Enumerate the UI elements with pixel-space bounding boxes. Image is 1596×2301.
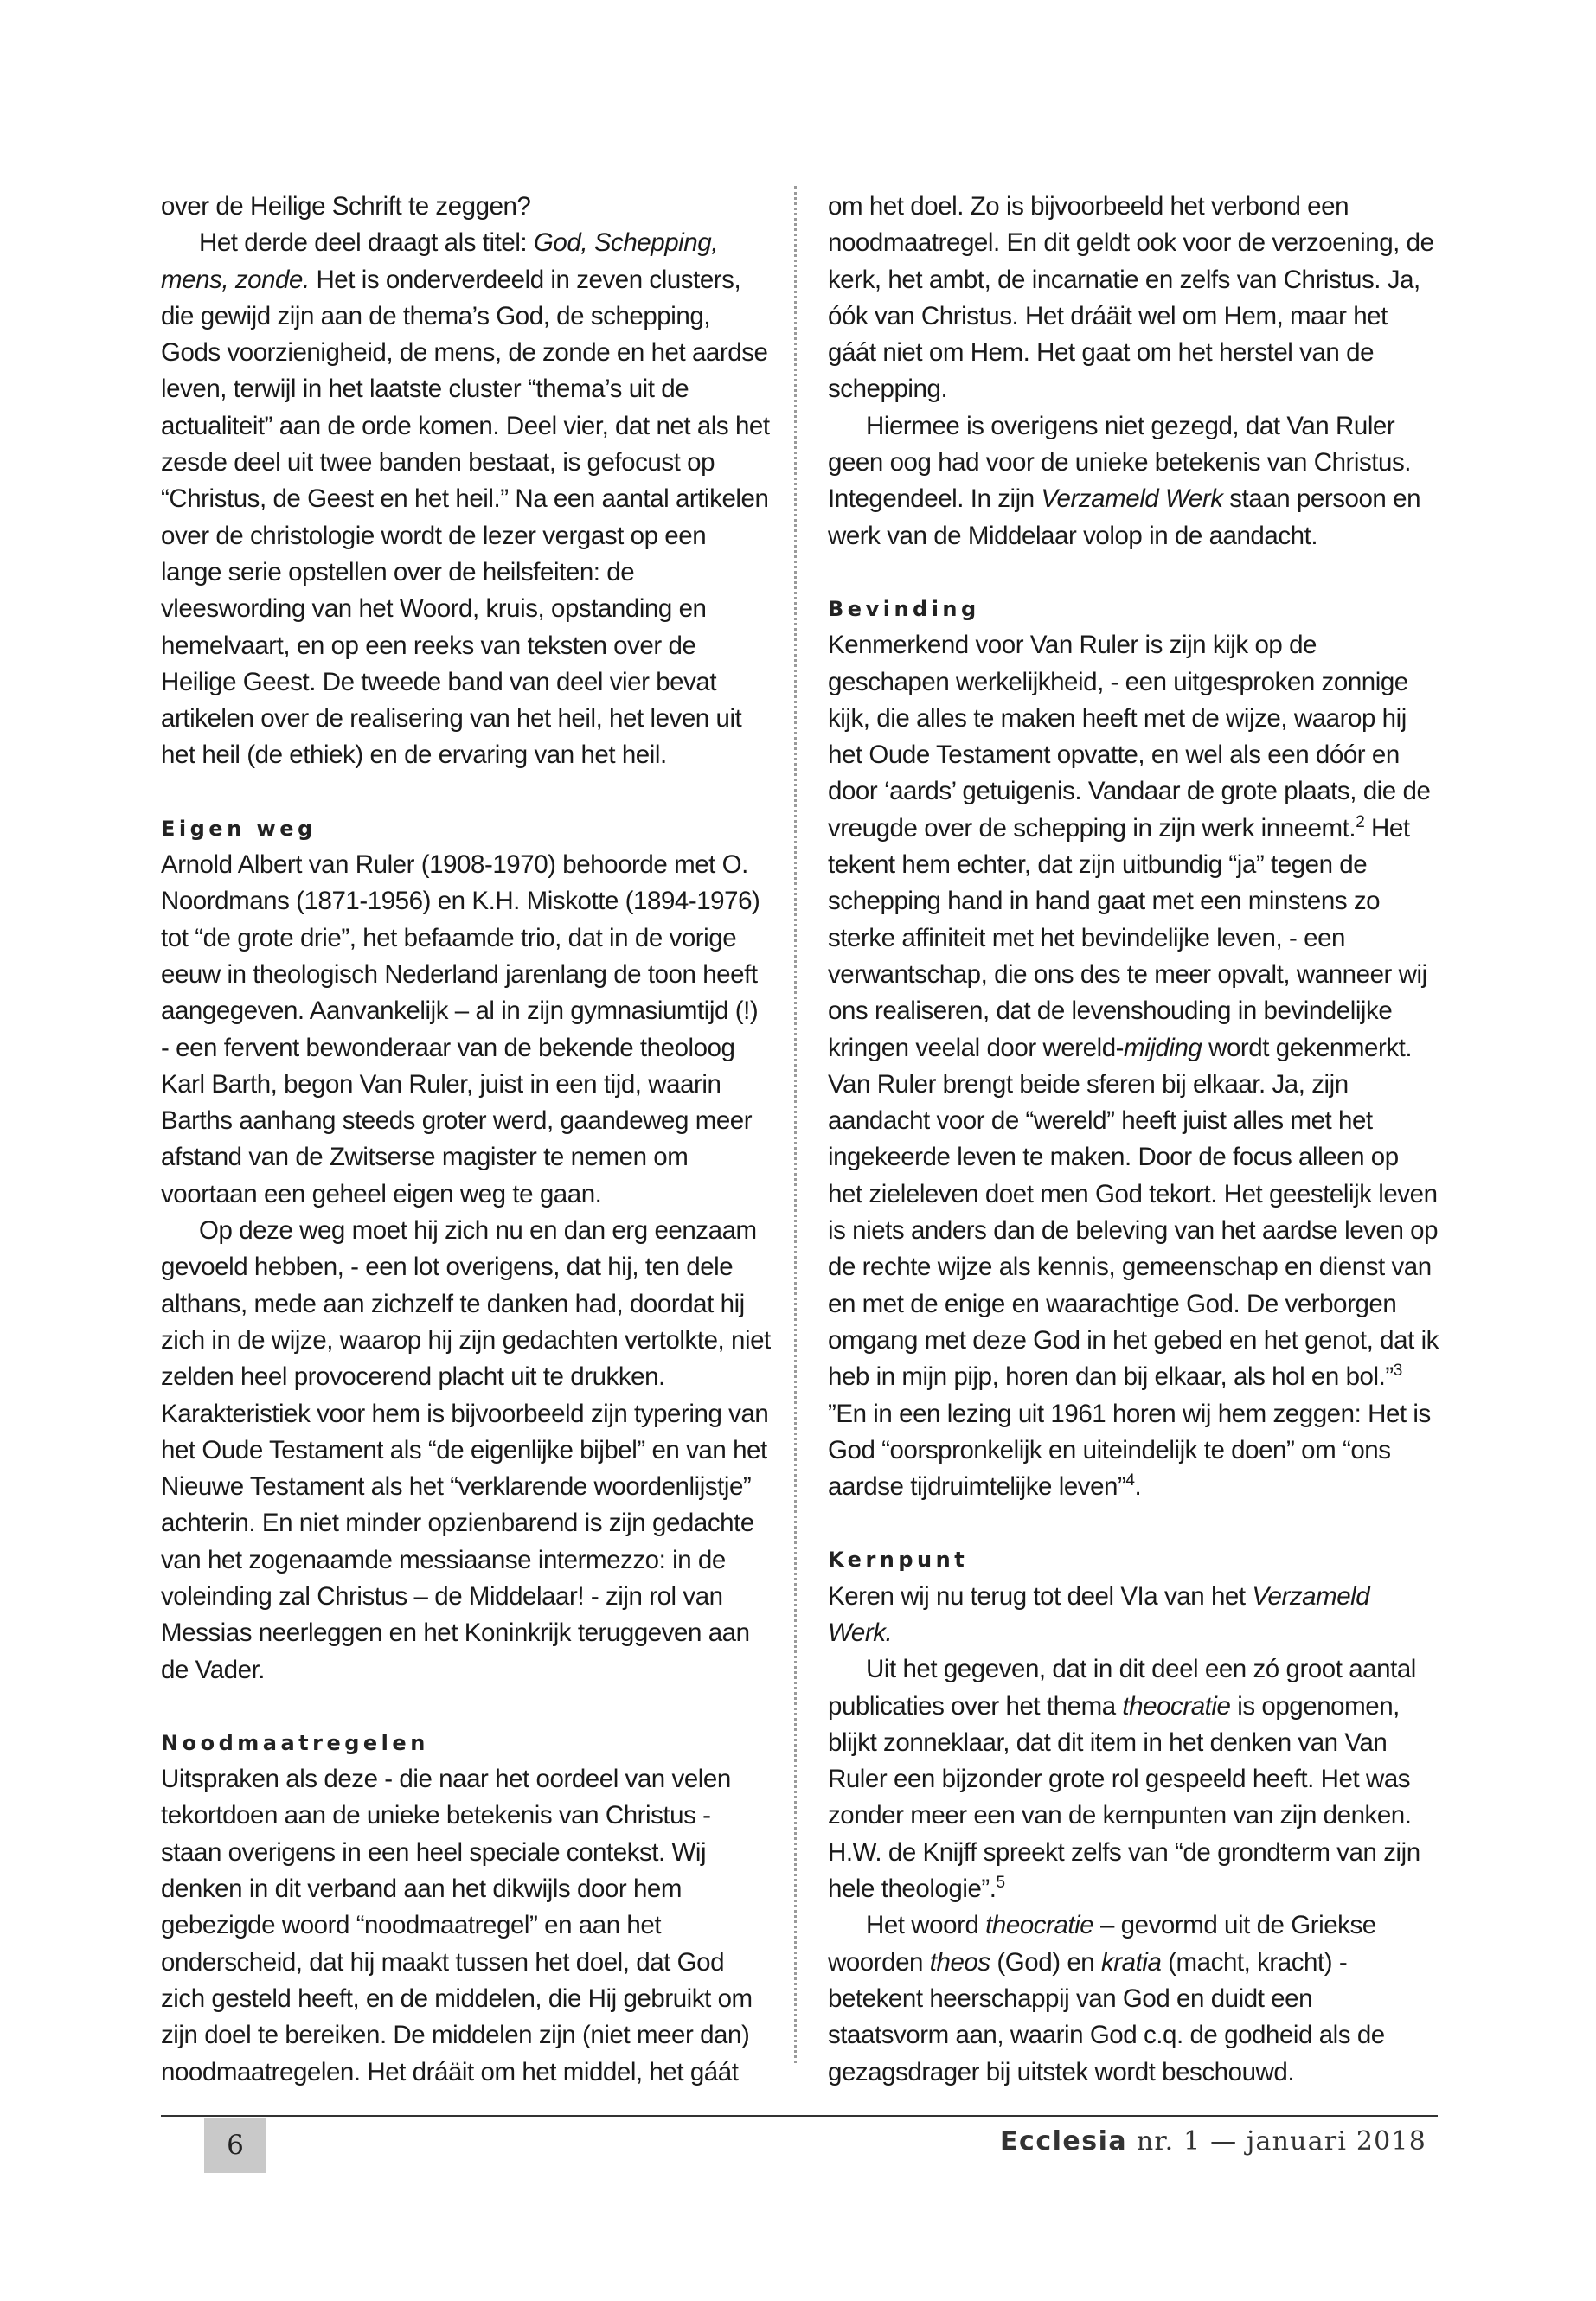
text: ”En in een lezing uit 1961 horen wij hem zeggen: Het is God “oorspronkelijk en uiteindelijk te doen” om “ons aardse tijdruimtelijke leven” xyxy=(828,1399,1431,1502)
text: (macht, kracht) - betekent heerschappij van God en duidt een staatsvorm aan, waarin God c.q. de godheid als de gezagsdrager bij uitstek wordt beschouwd. xyxy=(828,1947,1385,2086)
section-heading-bevinding: Bevinding xyxy=(828,596,980,621)
emphasis: theos xyxy=(929,1947,990,1977)
text: – gevormd uit de Griekse woorden xyxy=(828,1911,1376,1977)
emphasis: theocratie xyxy=(985,1911,1094,1940)
text: Uit het gegeven, dat in dit deel een zó groot aantal publicaties over het thema xyxy=(828,1655,1416,1721)
text: Het derde deel draagt als titel: xyxy=(199,228,534,258)
text: staan persoon en werk van de Middelaar volop in de aandacht. xyxy=(828,484,1421,550)
left-column xyxy=(161,189,772,2091)
text: is opgenomen, blijkt zonneklaar, dat dit item in het denken van Van Ruler een bijzonder grote rol gespeeld heeft. Het was zonder meer een van de kernpunten van zijn denken. H.W. de Knijff spreekt zelfs van “de grondterm van zijn hele theologie”. xyxy=(828,1691,1420,1904)
paragraph xyxy=(161,225,772,773)
paragraph: om het doel. Zo is bijvoorbeeld het verbond een noodmaatregel. En dit geldt ook voor de verzoening, de kerk, het ambt, de incarnatie en zelfs van Christus. Ja, óók van Christus. Het dráäit wel om Hem, maar het gáát niet om Hem. Het gaat om het herstel van de schepping. xyxy=(828,192,1434,404)
issue-info: nr. 1 — januari 2018 xyxy=(1127,2126,1426,2157)
paragraph: Op deze weg moet hij zich nu en dan erg eenzaam gevoeld hebben, - een lot overigens, dat hij, ten dele althans, mede aan zichzelf te danken had, doordat hij zich in de wijze, waarop hij zijn gedachten vertolkte, niet zelden heel provocerend placht uit te drukken. Karakteristiek voor hem is bijvoorbeeld zijn typering van het Oude Testament als “de eigenlijke bijbel” en van het Nieuwe Testament als het “verklarende woordenlijstje” achterin. En niet minder opzienbarend is zijn gedachte van het zogenaamde messiaanse intermezzo: in de voleinding zal Christus – de Middelaar! - zijn rol van Messias neerleggen en het Koninkrijk teruggeven aan de Vader. xyxy=(161,1216,771,1684)
text: Het tekent hem echter, dat zijn uitbundig “ja” tegen de schepping hand in hand gaat met een minstens zo sterke affiniteit met het bevindelijke leven, - een verwantschap, die ons des te meer opvalt, wanneer wij ons realiseren, dat de levenshouding in bevindelijke kringen veelal door wereld- xyxy=(828,813,1427,1062)
book-title: Verzameld Werk xyxy=(1041,484,1223,514)
journal-info xyxy=(1000,2126,1426,2157)
text: Het is onderverdeeld in zeven clusters, die gewijd zijn aan de thema’s God, de schepping, Gods voorzienigheid, de mens, de zonde en het aardse leven, terwijl in het laatste cluster “thema’s uit de actualiteit” aan de orde komen. Deel vier, dat net als het zesde deel uit twee banden bestaat, is gefocust op “Christus, de Geest en het heil.” Na een aantal artikelen over de christologie wordt de lezer vergast op een lange serie opstellen over de heilsfeiten: de vleeswording van het Woord, kruis, opstanding en hemelvaart, en op een reeks van teksten over de Heilige Geest. De tweede band van deel vier bevat artikelen over de realisering van het heil, het leven uit het heil (de ethiek) en de ervaring van het heil. xyxy=(161,265,770,770)
text: Hiermee is overigens niet gezegd, dat Van Ruler geen oog had voor de unieke betekenis van Christus. Integendeel. In zijn xyxy=(828,411,1412,514)
paragraph xyxy=(828,408,1439,554)
paragraph: over de Heilige Schrift te zeggen? xyxy=(161,192,531,221)
paragraph xyxy=(828,1651,1439,1907)
paragraph xyxy=(828,627,1439,1505)
section-heading-noodmaatregelen: Noodmaatregelen xyxy=(161,1730,429,1755)
right-column xyxy=(828,189,1439,2091)
text: Het woord xyxy=(866,1911,986,1940)
footnote-ref: 4 xyxy=(1125,1471,1135,1490)
text: wordt gekenmerkt. Van Ruler brengt beide sferen bij elkaar. Ja, zijn aandacht voor de “wereld” heeft juist alles met het ingekeerde leven te maken. Door de focus alleen op het zieleleven doet men God tekort. Het geestelijk leven is niets anders dan de beleving van het aardse leven op de rechte wijze als kennis, gemeenschap en dienst van en met de enige en waarachtige God. De verborgen omgang met deze God in het gebed en het genot, dat ik heb in mijn pijp, horen dan bij elkaar, als hol en bol.” xyxy=(828,1033,1439,1392)
text: Keren wij nu terug tot deel VIa van het xyxy=(828,1581,1253,1611)
emphasis: theocratie xyxy=(1122,1691,1231,1721)
journal-name: Ecclesia xyxy=(1000,2126,1128,2157)
footnote-ref: 3 xyxy=(1393,1362,1402,1381)
text: (God) en xyxy=(990,1947,1101,1977)
footnote-ref: 5 xyxy=(996,1874,1005,1893)
paragraph xyxy=(828,1907,1439,2090)
footnote-ref: 2 xyxy=(1356,812,1365,831)
paragraph: Uitspraken als deze - die naar het oordeel van velen tekortdoen aan de unieke betekenis van Christus - staan overigens in een heel speciale contekst. Wij denken in dit verband aan het dikwijls door hem gebezigde woord “noodmaatregel” en aan het onderscheid, dat hij maakt tussen het doel, dat God zich gesteld heeft, en de middelen, die Hij gebruikt om zijn doel te bereiken. De middelen zijn (niet meer dan) noodmaatregelen. Het dráäit om het middel, het gáát xyxy=(161,1765,753,2086)
book-title: Verzameld Werk. xyxy=(828,1581,1370,1647)
section-heading-kernpunt: Kernpunt xyxy=(828,1548,969,1573)
book-title: God, Schepping, mens, zonde. xyxy=(161,228,718,294)
column-divider xyxy=(794,186,797,2063)
text: . xyxy=(1134,1472,1142,1502)
emphasis: kratia xyxy=(1101,1947,1162,1977)
paragraph: Arnold Albert van Ruler (1908-1970) behoorde met O. Noordmans (1871-1956) en K.H. Miskotte (1894-1976) tot “de grote drie”, het befaamde trio, dat in de vorige eeuw in theologisch Nederland jarenlang de toon heeft aangegeven. Aanvankelijk – al in zijn gymnasiumtijd (!) - een fervent bewonderaar van de bekende theoloog Karl Barth, begon Van Ruler, juist in een tijd, waarin Barths aanhang steeds groter werd, gaandeweg meer afstand van de Zwitserse magister te nemen om voortaan een geheel eigen weg te gaan. xyxy=(161,850,760,1208)
section-heading-eigen-weg: Eigen weg xyxy=(161,816,317,841)
text: Kenmerkend voor Van Ruler is zijn kijk op de geschapen werkelijkheid, - een uitgesproken zonnige kijk, die alles te maken heeft met de wijze, waarop hij het Oude Testament opvatte, en wel als een dóór en door ‘aards’ getuigenis. Vandaar de grote plaats, die de vreugde over de schepping in zijn werk inneemt. xyxy=(828,631,1431,843)
paragraph xyxy=(828,1579,1439,1652)
footer-rule xyxy=(161,2115,1438,2117)
emphasis: mijding xyxy=(1124,1033,1202,1062)
page-number: 6 xyxy=(204,2118,266,2173)
